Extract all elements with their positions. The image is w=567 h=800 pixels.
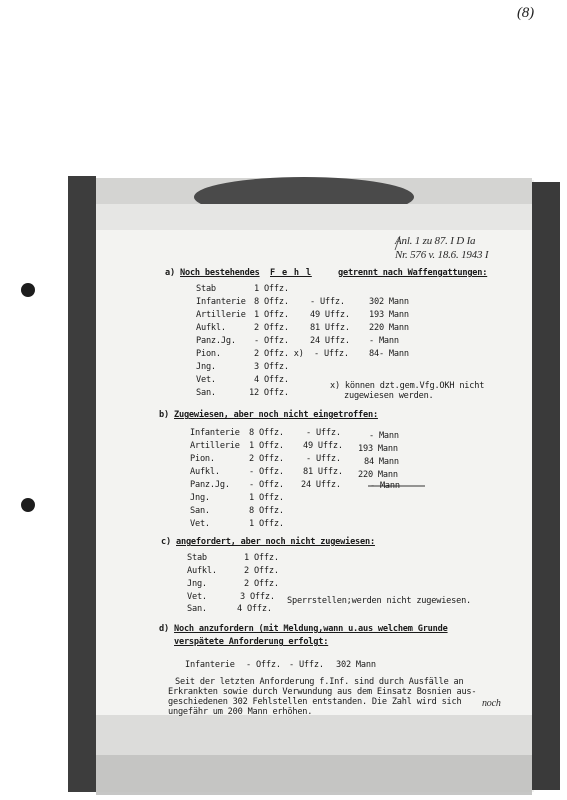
- section-d-row-uffz: - Uffz.: [289, 660, 324, 670]
- section-c-row-offz: 1 Offz.: [244, 553, 279, 563]
- section-a-footnote-line-2: zugewiesen werden.: [344, 391, 434, 401]
- section-a-row-uffz: - Uffz.: [310, 297, 345, 307]
- section-a-row-mann: - Mann: [369, 336, 399, 346]
- section-a-row-unit: Stab: [196, 284, 216, 294]
- closing-paragraph-line-1: Seit der letzten Anforderung f.Inf. sind durch Ausfälle an: [175, 677, 464, 687]
- section-b-row-mann: 84 Mann: [364, 457, 399, 467]
- section-a-row-unit: Vet.: [196, 375, 216, 385]
- section-b-row-mann: - Mann: [369, 431, 399, 441]
- section-c-row-offz: 2 Offz.: [244, 566, 279, 576]
- section-a-footnote-line-1: x) können dzt.gem.Vfg.OKH nicht: [330, 381, 485, 391]
- section-b-row-offz: - Offz.: [249, 467, 284, 477]
- section-b-row-uffz: 49 Uffz.: [303, 441, 343, 451]
- section-a-row-unit: Jng.: [196, 362, 216, 372]
- section-b-row-uffz: - Uffz.: [306, 454, 341, 464]
- section-c-row-unit: Vet.: [187, 592, 207, 602]
- section-b-title: Zugewiesen, aber noch nicht eingetroffen:: [174, 410, 378, 420]
- section-b-row-unit: Jng.: [190, 493, 210, 503]
- closing-paragraph-line-4: ungefähr um 200 Mann erhöhen.: [168, 707, 313, 717]
- section-a-row-offz: 2 Offz. x): [254, 349, 304, 359]
- section-b-row-offz: 1 Offz.: [249, 441, 284, 451]
- section-c-row-unit: Jng.: [187, 579, 207, 589]
- section-a-row-uffz: 24 Uffz.: [310, 336, 350, 346]
- archive-stamp-line-1: Anl. 1 zu 87. I D Ia: [395, 235, 476, 247]
- section-b-row-offz: 1 Offz.: [249, 493, 284, 503]
- section-a-row-mann: 220 Mann: [369, 323, 409, 333]
- archive-stamp-line-2: Nr. 576 v. 18.6. 1943 I: [395, 249, 489, 261]
- section-a-row-unit: Pion.: [196, 349, 221, 359]
- section-d-title-line-2: verspätete Anforderung erfolgt:: [174, 637, 329, 647]
- section-b-label: b): [159, 410, 169, 420]
- section-a-title-fehl: F e h l: [270, 268, 312, 278]
- section-c-row-unit: Aufkl.: [187, 566, 217, 576]
- section-a-row-offz: - Offz.: [254, 336, 289, 346]
- section-a-row-offz: 3 Offz.: [254, 362, 289, 372]
- corner-page-mark: (8): [517, 5, 534, 21]
- section-b-row-unit: Vet.: [190, 519, 210, 529]
- section-a-title-post: getrennt nach Waffengattungen:: [338, 268, 488, 278]
- section-b-row-offz: 1 Offz.: [249, 519, 284, 529]
- section-b-row-unit: San.: [190, 506, 210, 516]
- section-c-row-unit: Stab: [187, 553, 207, 563]
- section-c-title: angefordert, aber noch nicht zugewiesen:: [176, 537, 375, 547]
- section-c-row-unit: San.: [187, 604, 207, 614]
- section-a-row-unit: Infanterie: [196, 297, 246, 307]
- section-a-row-uffz: - Uffz.: [314, 349, 349, 359]
- section-b-row-unit: Artillerie: [190, 441, 240, 451]
- section-b-row-unit: Infanterie: [190, 428, 240, 438]
- section-a-row-offz: 4 Offz.: [254, 375, 289, 385]
- section-a-row-mann: 302 Mann: [369, 297, 409, 307]
- section-c-label: c): [161, 537, 171, 547]
- closing-paragraph-line-2: Erkrankten sowie durch Verwundung aus dem Einsatz Bosnien aus-: [168, 687, 477, 697]
- section-d-row-offz: - Offz.: [246, 660, 281, 670]
- section-b-row-unit: Panz.Jg.: [190, 480, 230, 490]
- section-a-row-offz: 1 Offz.: [254, 310, 289, 320]
- section-b-row-offz: 8 Offz.: [249, 506, 284, 516]
- punch-hole-bottom: [21, 498, 35, 512]
- section-b-row-mann: 220 Mann: [358, 470, 398, 480]
- section-b-row-uffz: - Uffz.: [306, 428, 341, 438]
- section-b-row-uffz: 81 Uffz.: [303, 467, 343, 477]
- section-c-row-offz: 3 Offz.: [240, 592, 275, 602]
- punch-hole-top: [21, 283, 35, 297]
- section-d-label: d): [159, 624, 169, 634]
- section-c-row-offz: 4 Offz.: [237, 604, 272, 614]
- section-a-row-unit: Panz.Jg.: [196, 336, 236, 346]
- section-b-row-mann: 193 Mann: [358, 444, 398, 454]
- section-b-row-unit: Pion.: [190, 454, 215, 464]
- section-a-row-unit: Aufkl.: [196, 323, 226, 333]
- section-d-title-line-1: Noch anzufordern (mit Meldung,wann u.aus welchem Grunde: [174, 624, 448, 634]
- section-a-row-mann: 193 Mann: [369, 310, 409, 320]
- section-b-row-mann: - Mann: [370, 481, 400, 491]
- section-c-note: Sperrstellen;werden nicht zugewiesen.: [287, 596, 472, 606]
- closing-paragraph-line-3: geschiedenen 302 Fehlstellen entstanden. Die Zahl wird sich: [168, 697, 462, 707]
- section-b-row-offz: 8 Offz.: [249, 428, 284, 438]
- section-d-row-mann: 302 Mann: [336, 660, 376, 670]
- section-a-row-uffz: 81 Uffz.: [310, 323, 350, 333]
- section-a-label: a): [165, 268, 175, 278]
- section-a-row-offz: 1 Offz.: [254, 284, 289, 294]
- section-b-row-offz: 2 Offz.: [249, 454, 284, 464]
- section-a-row-mann: 84- Mann: [369, 349, 409, 359]
- section-a-row-offz: 8 Offz.: [254, 297, 289, 307]
- handwritten-insertion: noch: [482, 698, 501, 709]
- section-a-title-pre: Noch bestehendes: [180, 268, 260, 278]
- section-a-row-offz: 12 Offz.: [249, 388, 289, 398]
- section-a-row-offz: 2 Offz.: [254, 323, 289, 333]
- section-a-row-unit: Artillerie: [196, 310, 246, 320]
- section-b-row-unit: Aufkl.: [190, 467, 220, 477]
- section-a-row-unit: San.: [196, 388, 216, 398]
- section-b-row-offz: - Offz.: [249, 480, 284, 490]
- section-a-row-uffz: 49 Uffz.: [310, 310, 350, 320]
- section-c-row-offz: 2 Offz.: [244, 579, 279, 589]
- section-d-row-unit: Infanterie: [185, 660, 235, 670]
- section-b-row-uffz: 24 Uffz.: [301, 480, 341, 490]
